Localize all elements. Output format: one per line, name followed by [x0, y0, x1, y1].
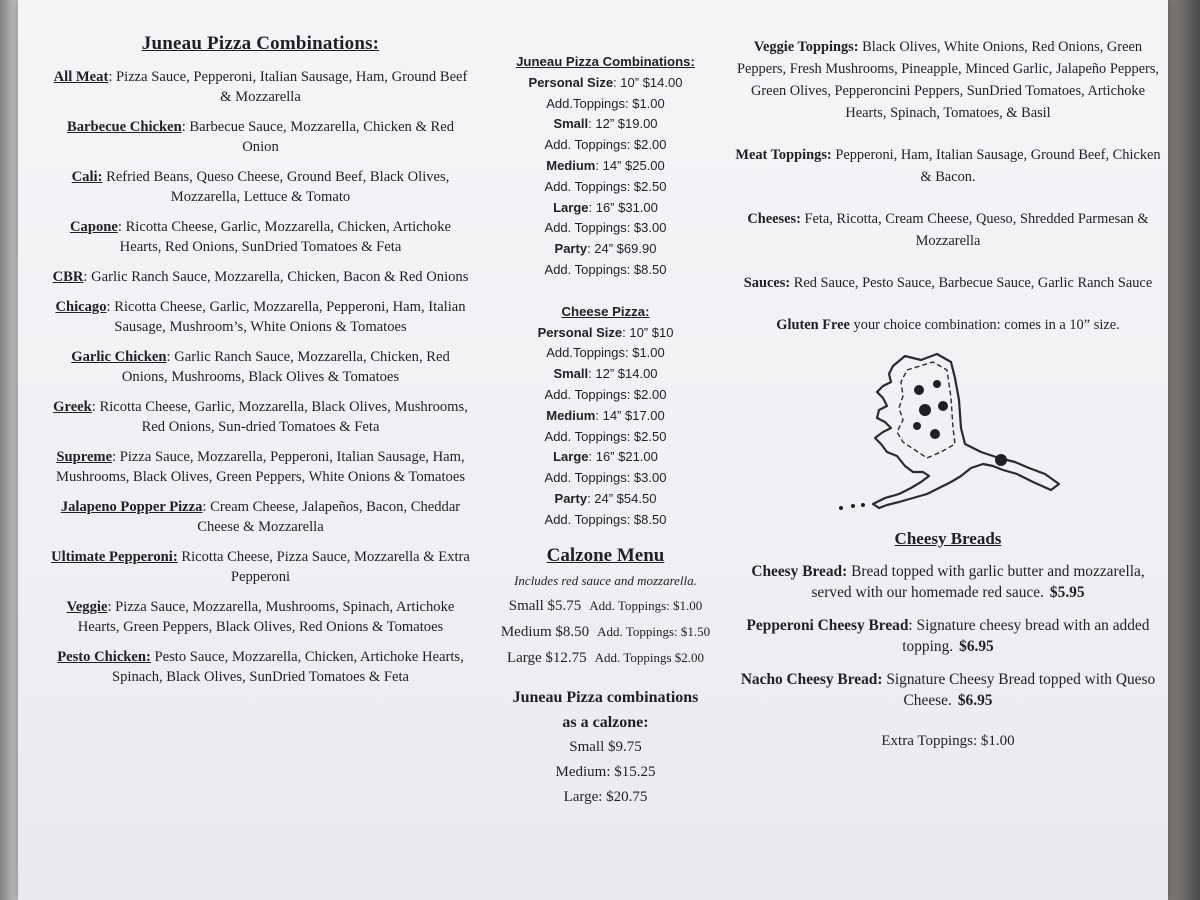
alaska-outline [873, 354, 1059, 508]
calzone-row [473, 619, 738, 645]
combination-item [48, 347, 473, 387]
price-size: Small [553, 116, 589, 132]
combination-separator: : [117, 219, 126, 235]
combination-item [48, 647, 473, 687]
combination-item [48, 217, 473, 257]
calzone-size-price: Small $5.75 [508, 597, 582, 614]
combination-description: Ricotta Cheese, Garlic, Mozzarella, Chicken, Artichoke Hearts, Red Onions, SunDried Tomatoes & Feta [119, 219, 451, 255]
price-row [473, 343, 738, 364]
calzone-add-toppings: Add. Toppings: $1.50 [597, 623, 711, 639]
combination-name: Greek [53, 399, 92, 415]
combination-description: Refried Beans, Queso Cheese, Ground Beef, Black Olives, Mozzarella, Lettuce & Tomato [106, 169, 450, 205]
price-value: : 10” $10 [622, 324, 674, 340]
price-row [473, 218, 738, 239]
price-value: Add.Toppings: $1.00 [546, 95, 665, 111]
cheeses-text: Feta, Ricotta, Cream Cheese, Queso, Shredded Parmesan & Mozzarella [800, 211, 1149, 249]
price-row [473, 198, 738, 219]
price-size: Party [554, 490, 588, 506]
combination-description: Barbecue Sauce, Mozzarella, Chicken & Red Onion [189, 119, 455, 155]
cheeses-label: Cheeses: [747, 211, 801, 227]
meat-toppings-label: Meat Toppings: [735, 147, 832, 163]
calzone-combinations-title-line2: as a calzone: [562, 713, 649, 731]
price-value: Add.Toppings: $1.00 [546, 345, 665, 361]
calzone-combination-size: Small $9.75 [569, 738, 642, 755]
price-value: Add. Toppings: $2.50 [544, 428, 667, 444]
price-value: : 12” $19.00 [588, 116, 658, 132]
calzone-combinations-title [473, 685, 738, 735]
price-row [473, 156, 738, 177]
price-row [473, 406, 738, 427]
cheesy-bread-price: $6.95 [959, 638, 994, 655]
combination-item [48, 397, 473, 437]
combination-separator: : [202, 499, 211, 515]
price-row [473, 385, 738, 406]
price-size: Personal Size [537, 324, 623, 340]
cheesy-breads-title: Cheesy Breads [894, 529, 1002, 548]
gluten-free [733, 314, 1163, 336]
combination-description: Garlic Ranch Sauce, Mozzarella, Chicken, Red Onions, Mushrooms, Black Olives & Tomatoes [121, 349, 450, 385]
cheeses [733, 208, 1163, 252]
calzone-combination-sizes [473, 735, 738, 810]
price-value: Add. Toppings: $8.50 [544, 261, 667, 277]
combination-name: Pesto Chicken: [57, 649, 151, 665]
price-size: Personal Size [528, 74, 614, 90]
combination-name: Barbecue Chicken [66, 119, 182, 135]
price-row [473, 364, 738, 385]
price-row [473, 73, 738, 94]
gluten-free-label: Gluten Free [776, 317, 850, 333]
calzone-combinations-title-line1: Juneau Pizza combinations [512, 688, 699, 706]
price-value: Add. Toppings: $2.50 [544, 178, 667, 194]
calzone-combination-size: Medium: $15.25 [555, 763, 656, 780]
combination-item [48, 117, 473, 157]
combination-separator: : [166, 349, 175, 365]
meat-toppings [733, 144, 1163, 188]
combination-description: Garlic Ranch Sauce, Mozzarella, Chicken, Bacon & Red Onions [91, 269, 469, 285]
price-value: Add. Toppings: $8.50 [544, 511, 667, 527]
cheesy-bread-item [733, 669, 1163, 711]
price-value: Add. Toppings: $2.00 [544, 137, 667, 153]
veggie-toppings-text: Black Olives, White Onions, Red Onions, Green Peppers, Fresh Mushrooms, Pineapple, Minced Garlic, Jalapeño Peppers, Green Olives, Pepperoncini Peppers, SunDried Tomatoes, Artichoke Hearts, Spinach, Tomatoes, & Basil [736, 39, 1160, 121]
price-row [473, 323, 738, 344]
combination-name: Veggie [66, 599, 108, 615]
cheesy-bread-price: $5.95 [1049, 584, 1085, 601]
price-value: Add. Toppings: $3.00 [544, 470, 667, 486]
menu-sheet [18, 0, 1168, 900]
price-row [473, 510, 738, 531]
combination-item [48, 297, 473, 337]
gluten-free-text: your choice combination: comes in a 10” size. [849, 317, 1120, 333]
calzone-note: Includes red sauce and mozzarella. [514, 572, 697, 588]
calzone-combination-size: Large: $20.75 [563, 788, 648, 805]
combinations-title: Juneau Pizza Combinations: [141, 33, 380, 54]
combination-separator: : [91, 399, 100, 415]
pepperoni-dot [938, 401, 948, 411]
cheesy-bread-description: Bread topped with garlic butter and mozzarella, served with our homemade red sauce. [811, 563, 1145, 601]
price-size: Party [554, 241, 588, 257]
calzone-size-price: Medium $8.50 [500, 623, 590, 640]
combination-name: Garlic Chicken [71, 349, 167, 365]
price-row [473, 94, 738, 115]
cheesy-bread-price: $6.95 [957, 692, 993, 709]
price-value: : 10” $14.00 [613, 74, 683, 90]
price-row [473, 447, 738, 468]
combination-name: CBR [52, 269, 84, 285]
price-value: Add. Toppings: $3.00 [544, 220, 667, 236]
combination-separator: : [107, 599, 116, 615]
combination-item [48, 597, 473, 637]
combination-item [48, 497, 473, 537]
combination-description: Ricotta Cheese, Pizza Sauce, Mozzarella & Extra Pepperoni [181, 549, 470, 585]
sauces-label: Sauces: [743, 275, 791, 291]
combination-description: Pizza Sauce, Mozzarella, Pepperoni, Italian Sausage, Ham, Mushrooms, Black Olives, Green Peppers, White Onions & Tomatoes [55, 449, 466, 485]
combination-name: Chicago [55, 299, 107, 315]
price-value: : 24” $54.50 [587, 490, 657, 506]
combination-name: All Meat [53, 69, 109, 85]
cheesy-bread-name: Nacho Cheesy Bread: [740, 671, 883, 688]
combination-item [48, 447, 473, 487]
cheesy-bread-item [733, 561, 1163, 603]
price-row [473, 239, 738, 260]
pepperoni-dot [914, 385, 924, 395]
price-value: : 24” $69.90 [587, 241, 657, 257]
combination-description: Cream Cheese, Jalapeños, Bacon, Cheddar Cheese & Mozzarella [197, 499, 461, 535]
calzone-title: Calzone Menu [546, 544, 665, 566]
price-value: : 12” $14.00 [588, 366, 658, 382]
cheesy-bread-name: Cheesy Bread: [751, 563, 848, 580]
combination-name: Jalapeno Popper Pizza [60, 499, 203, 515]
price-value: : 14” $17.00 [595, 407, 665, 423]
combinations-list [48, 67, 473, 687]
cheesy-bread-description: Signature Cheesy Bread topped with Queso Cheese. [882, 671, 1156, 709]
toppings-column [733, 0, 1163, 750]
cheesy-bread-name: Pepperoni Cheesy Bread [746, 617, 909, 634]
combo-prices-title: Juneau Pizza Combinations: [516, 54, 695, 69]
cheese-prices-title: Cheese Pizza: [561, 303, 650, 319]
price-size: Large [553, 199, 589, 215]
price-row [473, 114, 738, 135]
island-dot [861, 503, 865, 507]
price-size: Medium [546, 157, 596, 173]
price-row [473, 260, 738, 281]
sauces [733, 272, 1163, 294]
combination-description: Pizza Sauce, Pepperoni, Italian Sausage, Ham, Ground Beef & Mozzarella [116, 69, 468, 105]
combination-name: Capone [70, 219, 118, 235]
calzone-price-list [473, 593, 738, 671]
combination-name: Ultimate Pepperoni: [51, 549, 178, 565]
price-value: : 16” $31.00 [588, 199, 658, 215]
pepperoni-dot [913, 422, 921, 430]
calzone-add-toppings: Add. Toppings: $1.00 [589, 597, 703, 613]
combination-description: Pizza Sauce, Mozzarella, Mushrooms, Spinach, Artichoke Hearts, Green Peppers, Black Olives, Red Onions & Tomatoes [77, 599, 455, 635]
pepperoni-dot [919, 404, 931, 416]
cheesy-breads-list [733, 561, 1163, 711]
price-size: Small [553, 366, 589, 382]
combination-item [48, 267, 473, 287]
combination-separator: : [181, 119, 190, 135]
island-dot [839, 506, 843, 510]
combination-name: Cali: [71, 169, 103, 185]
prices-column [473, 0, 738, 810]
combination-description: Ricotta Cheese, Garlic, Mozzarella, Black Olives, Mushrooms, Red Onions, Sun-dried Tomatoes & Feta [99, 399, 468, 435]
calzone-row [473, 593, 738, 619]
cheese-prices-list [473, 323, 738, 531]
combination-separator: : [108, 69, 117, 85]
extra-toppings: Extra Toppings: $1.00 [881, 733, 1015, 749]
price-row [473, 135, 738, 156]
veggie-toppings [733, 36, 1163, 124]
combination-item [48, 167, 473, 207]
veggie-toppings-label: Veggie Toppings: [753, 39, 859, 55]
combination-separator: : [83, 269, 92, 285]
island-dot [851, 504, 855, 508]
meat-toppings-text: Pepperoni, Ham, Italian Sausage, Ground Beef, Chicken & Bacon. [831, 147, 1161, 185]
price-value: Add. Toppings: $2.00 [544, 386, 667, 402]
combination-item [48, 547, 473, 587]
price-value: : 14” $25.00 [595, 157, 665, 173]
cheesy-bread-item [733, 615, 1163, 657]
pepperoni-dot [995, 454, 1007, 466]
cheese-prices-block [473, 302, 738, 531]
combinations-column [48, 0, 473, 697]
pepperoni-dot [933, 380, 941, 388]
price-row [473, 177, 738, 198]
combination-separator: : [106, 299, 115, 315]
calzone-size-price: Large $12.75 [506, 649, 587, 666]
combo-prices-block [473, 52, 738, 281]
combination-description: Ricotta Cheese, Garlic, Mozzarella, Pepperoni, Ham, Italian Sausage, Mushroom’s, White Onions & Tomatoes [114, 299, 466, 335]
price-size: Large [553, 449, 589, 465]
calzone-add-toppings: Add. Toppings $2.00 [594, 649, 705, 665]
pepperoni-dot [930, 429, 940, 439]
price-row [473, 468, 738, 489]
combination-item [48, 67, 473, 107]
price-size: Medium [546, 407, 596, 423]
price-row [473, 489, 738, 510]
sauces-text: Red Sauce, Pesto Sauce, Barbecue Sauce, Garlic Ranch Sauce [790, 275, 1153, 291]
combination-separator: : [112, 449, 120, 465]
calzone-row [473, 645, 738, 671]
price-row [473, 427, 738, 448]
combination-description: Pesto Sauce, Mozzarella, Chicken, Artichoke Hearts, Spinach, Black Olives, SunDried Tomatoes & Feta [111, 649, 464, 685]
alaska-pizza-icon [833, 348, 1063, 513]
combo-prices-list [473, 73, 738, 281]
cheesy-bread-description: : Signature cheesy bread with an added topping. [902, 617, 1150, 655]
price-value: : 16” $21.00 [588, 449, 658, 465]
combination-name: Supreme [56, 449, 113, 465]
